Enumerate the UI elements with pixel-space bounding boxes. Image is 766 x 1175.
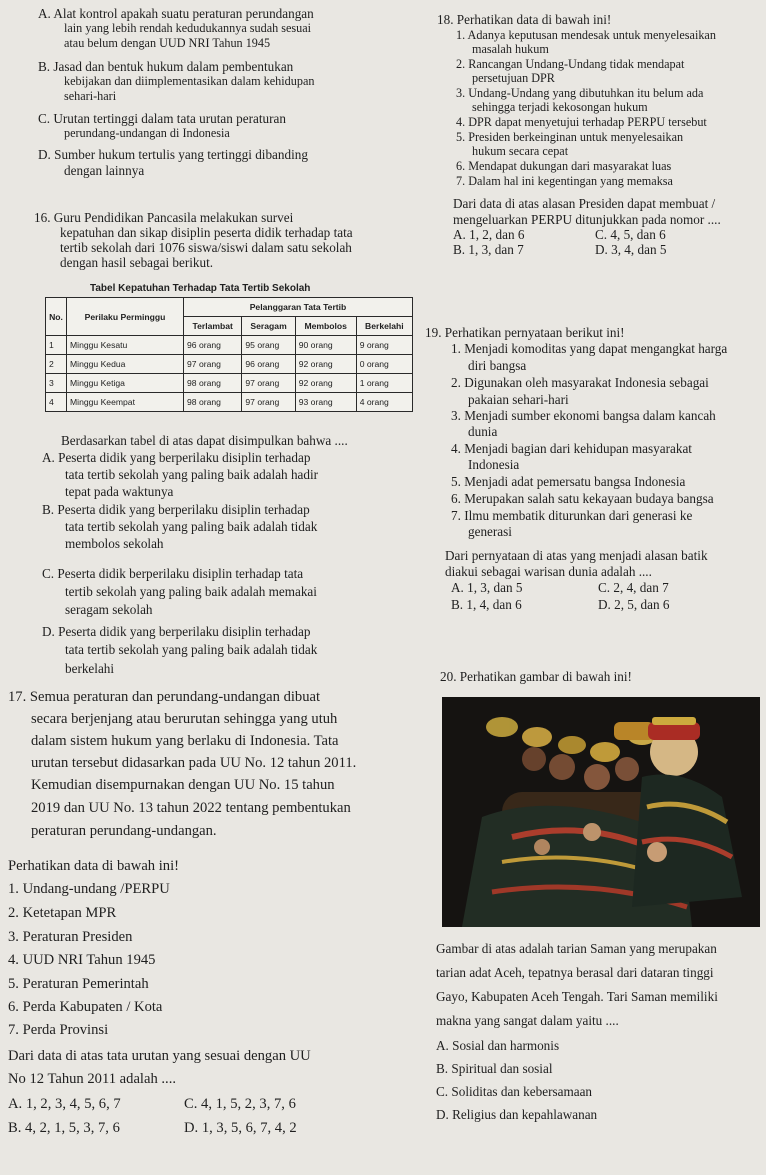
q19-item: 7. Ilmu membatik diturunkan dari generasi ke: [451, 508, 693, 523]
compliance-table: [45, 297, 413, 412]
q19-item-cont: diri bangsa: [468, 358, 527, 373]
q17-item: 4. UUD NRI Tahun 1945: [8, 952, 156, 968]
saman-dance-illustration: [442, 697, 760, 927]
q19-item: 5. Menjadi adat pemersatu bangsa Indonesia: [451, 474, 686, 489]
cell-seragam: 95 orang: [242, 336, 295, 355]
cell-week: Minggu Keempat: [67, 393, 184, 412]
q19-question-line1: Dari pernyataan di atas yang menjadi alasan batik: [445, 548, 708, 563]
q19-option-c[interactable]: C. 2, 4, dan 7: [598, 580, 669, 595]
q18-item-cont: sehingga terjadi kekosongan hukum: [472, 100, 648, 114]
q15-option-d-line1: D. Sumber hukum tertulis yang tertinggi dibanding: [38, 147, 308, 162]
q17-question-line2: No 12 Tahun 2011 adalah ....: [8, 1071, 176, 1087]
q20-stem: 20. Perhatikan gambar di bawah ini!: [440, 669, 632, 684]
q17-stem-line5: Kemudian disempurnakan dengan UU No. 15 tahun: [31, 777, 335, 793]
q16-stem-line4: dengan hasil sebagai berikut.: [60, 255, 214, 270]
q15-option-a-line1: A. Alat kontrol apakah suatu peraturan perundangan: [38, 6, 314, 21]
header-berkelahi: Berkelahi: [356, 317, 412, 336]
q19-option-a[interactable]: A. 1, 3, dan 5: [451, 580, 523, 595]
q17-option-d[interactable]: D. 1, 3, 5, 6, 7, 4, 2: [184, 1120, 297, 1136]
cell-terlambat: 96 orang: [184, 336, 242, 355]
q19-item: 6. Merupakan salah satu kekayaan budaya bangsa: [451, 491, 714, 506]
q16-option-d-line3: berkelahi: [65, 661, 115, 676]
q18-item: 2. Rancangan Undang-Undang tidak mendapat: [456, 57, 685, 71]
q15-option-b-line2: kebijakan dan diimplementasikan dalam kehidupan: [64, 74, 315, 88]
q16-stem-line3: tertib sekolah dari 1076 siswa/siswi dalam satu sekolah: [60, 240, 352, 255]
q17-item: 6. Perda Kabupaten / Kota: [8, 999, 163, 1015]
q19-item-cont: pakaian sehari-hari: [468, 392, 569, 407]
table-row: [46, 393, 413, 412]
q18-item: 3. Undang-Undang yang dibutuhkan itu belum ada: [456, 86, 704, 100]
cell-membolos: 93 orang: [295, 393, 356, 412]
q19-stem: 19. Perhatikan pernyataan berikut ini!: [425, 325, 625, 340]
q18-question-line2: mengeluarkan PERPU ditunjukkan pada nomor ....: [453, 212, 721, 227]
cell-berkelahi: 4 orang: [356, 393, 412, 412]
q18-item: 7. Dalam hal ini kegentingan yang memaksa: [456, 174, 673, 188]
q18-option-d[interactable]: D. 3, 4, dan 5: [595, 242, 667, 257]
q17-stem-line1: 17. Semua peraturan dan perundang-undangan dibuat: [8, 689, 321, 705]
cell-terlambat: 97 orang: [184, 355, 242, 374]
q17-option-b[interactable]: B. 4, 2, 1, 5, 3, 7, 6: [8, 1120, 120, 1136]
q18-item: 1. Adanya keputusan mendesak untuk menyelesaikan: [456, 28, 716, 42]
q17-option-c[interactable]: C. 4, 1, 5, 2, 3, 7, 6: [184, 1096, 296, 1112]
q17-question-line1: Dari data di atas tata urutan yang sesuai dengan UU: [8, 1048, 311, 1064]
q15-option-d-line2: dengan lainnya: [64, 163, 145, 178]
q20-caption-line1: Gambar di atas adalah tarian Saman yang merupakan: [436, 941, 717, 956]
q16-option-d-line2: tata tertib sekolah yang paling baik adalah tidak: [65, 642, 318, 657]
q16-stem-line1: 16. Guru Pendidikan Pancasila melakukan survei: [34, 210, 294, 225]
header-perilaku: Perilaku Perminggu: [67, 298, 184, 336]
q16-option-d-line1: D. Peserta didik yang berperilaku disiplin terhadap: [42, 624, 311, 639]
cell-membolos: 92 orang: [295, 355, 356, 374]
q17-item: 7. Perda Provinsi: [8, 1022, 109, 1038]
q18-item-cont: masalah hukum: [472, 42, 549, 56]
q20-caption-line4: makna yang sangat dalam yaitu ....: [436, 1013, 619, 1028]
header-membolos: Membolos: [295, 317, 356, 336]
q18-item-cont: persetujuan DPR: [472, 71, 555, 85]
table-row: [46, 374, 413, 393]
q17-stem-line3: dalam sistem hukum yang berlaku di Indonesia. Tata: [31, 733, 339, 749]
table-row: [46, 336, 413, 355]
cell-membolos: 92 orang: [295, 374, 356, 393]
cell-no: 3: [46, 374, 67, 393]
q18-option-b[interactable]: B. 1, 3, dan 7: [453, 242, 524, 257]
cell-membolos: 90 orang: [295, 336, 356, 355]
q16-option-c-line2: tertib sekolah yang paling baik adalah memakai: [65, 584, 317, 599]
q16-option-a-line2: tata tertib sekolah yang paling baik adalah hadir: [65, 467, 319, 482]
header-pelanggaran: Pelanggaran Tata Tertib: [184, 298, 413, 317]
cell-week: Minggu Kedua: [67, 355, 184, 374]
q16-option-a-line1: A. Peserta didik yang berperilaku disiplin terhadap: [42, 450, 311, 465]
q19-item: 3. Menjadi sumber ekonomi bangsa dalam kancah: [451, 408, 716, 423]
cell-no: 2: [46, 355, 67, 374]
q16-option-c-line3: seragam sekolah: [65, 602, 153, 617]
q15-option-c-line1: C. Urutan tertinggi dalam tata urutan peraturan: [38, 111, 286, 126]
saman-dance-photo: [442, 697, 760, 927]
q20-option-c[interactable]: C. Soliditas dan kebersamaan: [436, 1084, 593, 1099]
q16-stem-line2: kepatuhan dan sikap disiplin peserta didik terhadap tata: [60, 225, 353, 240]
q16-option-b-line2: tata tertib sekolah yang paling baik adalah tidak: [65, 519, 318, 534]
cell-terlambat: 98 orang: [184, 393, 242, 412]
q16-option-a-line3: tepat pada waktunya: [65, 484, 174, 499]
cell-week: Minggu Kesatu: [67, 336, 184, 355]
cell-seragam: 97 orang: [242, 374, 295, 393]
table-title: Tabel Kepatuhan Terhadap Tata Tertib Sekolah: [90, 283, 311, 294]
q19-question-line2: diakui sebagai warisan dunia adalah ....: [445, 564, 652, 579]
q19-item-cont: Indonesia: [468, 457, 520, 472]
q17-item: 2. Ketetapan MPR: [8, 905, 117, 921]
q18-stem: 18. Perhatikan data di bawah ini!: [437, 12, 612, 27]
q18-item: 4. DPR dapat menyetujui terhadap PERPU tersebut: [456, 115, 707, 129]
q19-option-b[interactable]: B. 1, 4, dan 6: [451, 597, 522, 612]
q16-option-c-line1: C. Peserta didik berperilaku disiplin terhadap tata: [42, 566, 304, 581]
cell-week: Minggu Ketiga: [67, 374, 184, 393]
q15-option-a-line2: lain yang lebih rendah kedudukannya sudah sesuai: [64, 21, 312, 35]
q19-item: 1. Menjadi komoditas yang dapat mengangkat harga: [451, 341, 728, 356]
q19-item-cont: generasi: [468, 524, 512, 539]
q20-caption-line3: Gayo, Kabupaten Aceh Tengah. Tari Saman memiliki: [436, 989, 718, 1004]
cell-terlambat: 98 orang: [184, 374, 242, 393]
q17-stem-line6: 2019 dan UU No. 13 tahun 2022 tentang pembentukan: [31, 800, 351, 816]
q16-prompt: Berdasarkan tabel di atas dapat disimpulkan bahwa ....: [61, 433, 348, 448]
header-terlambat: Terlambat: [184, 317, 242, 336]
cell-berkelahi: 9 orang: [356, 336, 412, 355]
q19-option-d[interactable]: D. 2, 5, dan 6: [598, 597, 670, 612]
cell-no: 1: [46, 336, 67, 355]
header-no: No.: [46, 298, 67, 336]
q17-stem-line4: urutan tersebut didasarkan pada UU No. 12 tahun 2011.: [31, 755, 357, 771]
cell-berkelahi: 0 orang: [356, 355, 412, 374]
q20-caption-line2: tarian adat Aceh, tepatnya berasal dari dataran tinggi: [436, 965, 714, 980]
q18-item-cont: hukum secara cepat: [472, 144, 569, 158]
q17-stem-line2: secara berjenjang atau berurutan sehingga yang utuh: [31, 711, 338, 727]
q18-question-line1: Dari data di atas alasan Presiden dapat membuat /: [453, 196, 716, 211]
q17-item: 3. Peraturan Presiden: [8, 929, 133, 945]
q20-option-d[interactable]: D. Religius dan kepahlawanan: [436, 1107, 598, 1122]
cell-berkelahi: 1 orang: [356, 374, 412, 393]
cell-seragam: 97 orang: [242, 393, 295, 412]
q17-item: 5. Peraturan Pemerintah: [8, 976, 149, 992]
q15-option-b-line3: sehari-hari: [64, 89, 117, 103]
q20-option-a[interactable]: A. Sosial dan harmonis: [436, 1038, 560, 1053]
q17-option-a[interactable]: A. 1, 2, 3, 4, 5, 6, 7: [8, 1096, 121, 1112]
q18-option-c[interactable]: C. 4, 5, dan 6: [595, 227, 666, 242]
table-row: [46, 355, 413, 374]
q15-option-a-line3: atau belum dengan UUD NRI Tahun 1945: [64, 36, 271, 50]
cell-seragam: 96 orang: [242, 355, 295, 374]
cell-no: 4: [46, 393, 67, 412]
q15-option-b-line1: B. Jasad dan bentuk hukum dalam pembentukan: [38, 59, 294, 74]
q18-item: 5. Presiden berkeinginan untuk menyelesaikan: [456, 130, 684, 144]
q17-intro: Perhatikan data di bawah ini!: [8, 858, 180, 874]
q19-item-cont: dunia: [468, 424, 498, 439]
q17-stem-line7: peraturan perundang-undangan.: [31, 823, 217, 839]
q19-item: 4. Menjadi bagian dari kehidupan masyarakat: [451, 441, 692, 456]
q20-option-b[interactable]: B. Spiritual dan sosial: [436, 1061, 553, 1076]
q15-option-c-line2: perundang-undangan di Indonesia: [64, 126, 230, 140]
q18-option-a[interactable]: A. 1, 2, dan 6: [453, 227, 525, 242]
q18-item: 6. Mendapat dukungan dari masyarakat luas: [456, 159, 672, 173]
q16-option-b-line3: membolos sekolah: [65, 536, 164, 551]
q17-item: 1. Undang-undang /PERPU: [8, 881, 170, 897]
q16-option-b-line1: B. Peserta didik yang berperilaku disiplin terhadap: [42, 502, 310, 517]
header-seragam: Seragam: [242, 317, 295, 336]
q19-item: 2. Digunakan oleh masyarakat Indonesia sebagai: [451, 375, 709, 390]
